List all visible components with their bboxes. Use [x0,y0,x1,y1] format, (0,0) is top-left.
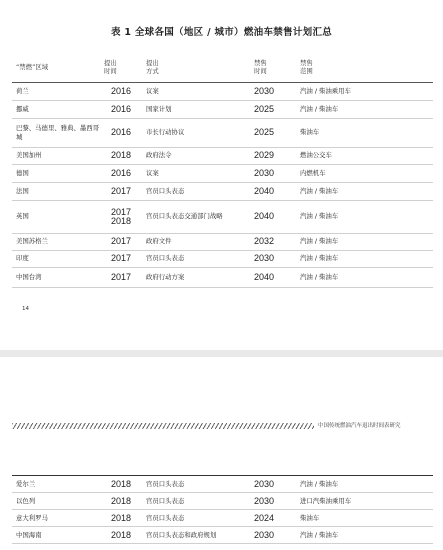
ban-table-continued [12,475,433,544]
cell-ban-time: 2030 [254,253,275,264]
cell-proposed-time: 2018 [110,150,132,161]
table-row [12,233,433,250]
cell-region: 意大利罗马 [16,513,48,522]
cell-ban-time: 2030 [254,529,275,540]
running-head: 中国传统燃油汽车退出时间表研究 [318,423,401,429]
decorative-hatch-bar [12,423,314,429]
cell-ban-scope: 汽油 / 柴油车 [300,254,339,263]
table-row [12,527,433,544]
header-ban-time: 禁售 时间 [254,58,267,75]
table-title: 表 1 全球各国（地区 / 城市）燃油车禁售计划汇总 [110,27,333,38]
table-row [12,100,433,118]
cell-proposed-method: 市长行动协议 [146,128,185,137]
table-row [12,200,433,233]
table-row [12,510,433,527]
cell-region: 挪威 [16,104,29,113]
cell-region: 美国苏格兰 [16,237,48,246]
cell-proposed-method: 议案 [146,86,159,95]
table-row [12,147,433,164]
cell-region: 中国海南 [16,530,42,539]
cell-region: 爱尔兰 [16,479,36,488]
cell-ban-time: 2029 [254,150,275,161]
cell-region: 巴黎、马德里、雅典、墨西哥城 [16,124,100,141]
cell-ban-time: 2030 [254,85,275,96]
cell-proposed-method: 政府行动方案 [146,272,185,281]
cell-region: 英国 [16,212,29,221]
cell-proposed-time: 2017 [110,185,132,196]
header-ban-scope: 禁售 范围 [300,58,313,75]
cell-proposed-method: 官员口头表态 [146,254,185,263]
cell-ban-scope: 汽油 / 柴油车 [300,186,339,195]
page-number: 14 [22,306,29,312]
cell-proposed-method: 议案 [146,168,159,177]
cell-proposed-method: 官员口头表态 [146,479,185,488]
header-proposed-time: 提出 时间 [104,58,117,75]
cell-proposed-time: 2018 [110,495,132,506]
cell-ban-time: 2040 [254,185,275,196]
table-row [12,267,433,287]
header-proposed-method: 提出 方式 [146,58,159,75]
cell-ban-scope: 燃油公交车 [300,151,332,160]
cell-proposed-time: 2016 [110,167,132,178]
cell-ban-scope: 汽油 / 柴油车 [300,104,339,113]
cell-ban-time: 2032 [254,236,275,247]
cell-proposed-time: 2016 [110,127,132,138]
cell-proposed-method: 官员口头表态 [146,186,185,195]
cell-proposed-time: 2017 [110,236,132,247]
cell-proposed-time: 2018 [110,478,132,489]
cell-proposed-time: 2018 [110,529,132,540]
ban-table [12,52,433,288]
cell-proposed-method: 政府文件 [146,237,172,246]
cell-proposed-method: 官员口头表态交通部门战略 [146,212,223,221]
cell-ban-time: 2040 [254,271,275,282]
table-row [12,118,433,147]
header-region: “禁燃”区域 [16,62,49,71]
cell-ban-scope: 柴油车 [300,513,320,522]
cell-ban-scope: 进口汽柴油乘用车 [300,496,352,505]
cell-ban-time: 2030 [254,495,275,506]
cell-ban-scope: 汽油 / 柴油车 [300,272,339,281]
cell-ban-time: 2025 [254,103,275,114]
cell-ban-scope: 汽油 / 柴油乘用车 [300,86,351,95]
table-row [12,164,433,182]
cell-proposed-method: 政府法令 [146,151,172,160]
page-separator [0,350,443,357]
cell-proposed-time: 2016 [110,85,132,96]
cell-proposed-method: 官员口头表态和政府规划 [146,530,217,539]
cell-ban-time: 2040 [254,211,275,222]
cell-ban-scope: 汽油 / 柴油车 [300,212,339,221]
cell-proposed-time: 2017 [110,271,132,282]
cell-proposed-method: 官员口头表态 [146,513,185,522]
cell-region: 法国 [16,186,29,195]
cell-ban-scope: 汽油 / 柴油车 [300,530,339,539]
cell-region: 美国加州 [16,151,42,160]
cell-proposed-time: 2017 [110,253,132,264]
table-row [12,182,433,200]
cell-ban-scope: 汽油 / 柴油车 [300,237,339,246]
cell-region: 印度 [16,254,29,263]
table-header-row [12,52,433,82]
cell-ban-time: 2030 [254,167,275,178]
table-row [12,476,433,493]
table-row [12,493,433,510]
cell-proposed-time: 2017 2018 [110,207,132,226]
cell-ban-time: 2025 [254,127,275,138]
cell-ban-scope: 汽油 / 柴油车 [300,479,339,488]
cell-proposed-method: 官员口头表态 [146,496,185,505]
cell-proposed-time: 2016 [110,103,132,114]
cell-region: 德国 [16,168,29,177]
cell-proposed-time: 2018 [110,512,132,523]
cell-region: 中国台湾 [16,272,42,281]
cell-proposed-method: 国家计划 [146,104,172,113]
cell-ban-time: 2024 [254,512,275,523]
cell-ban-scope: 柴油车 [300,128,320,137]
table-row [12,82,433,100]
cell-region: 以色列 [16,496,36,505]
cell-ban-scope: 内燃机车 [300,168,326,177]
cell-region: 荷兰 [16,86,29,95]
table-row [12,250,433,267]
cell-ban-time: 2030 [254,478,275,489]
